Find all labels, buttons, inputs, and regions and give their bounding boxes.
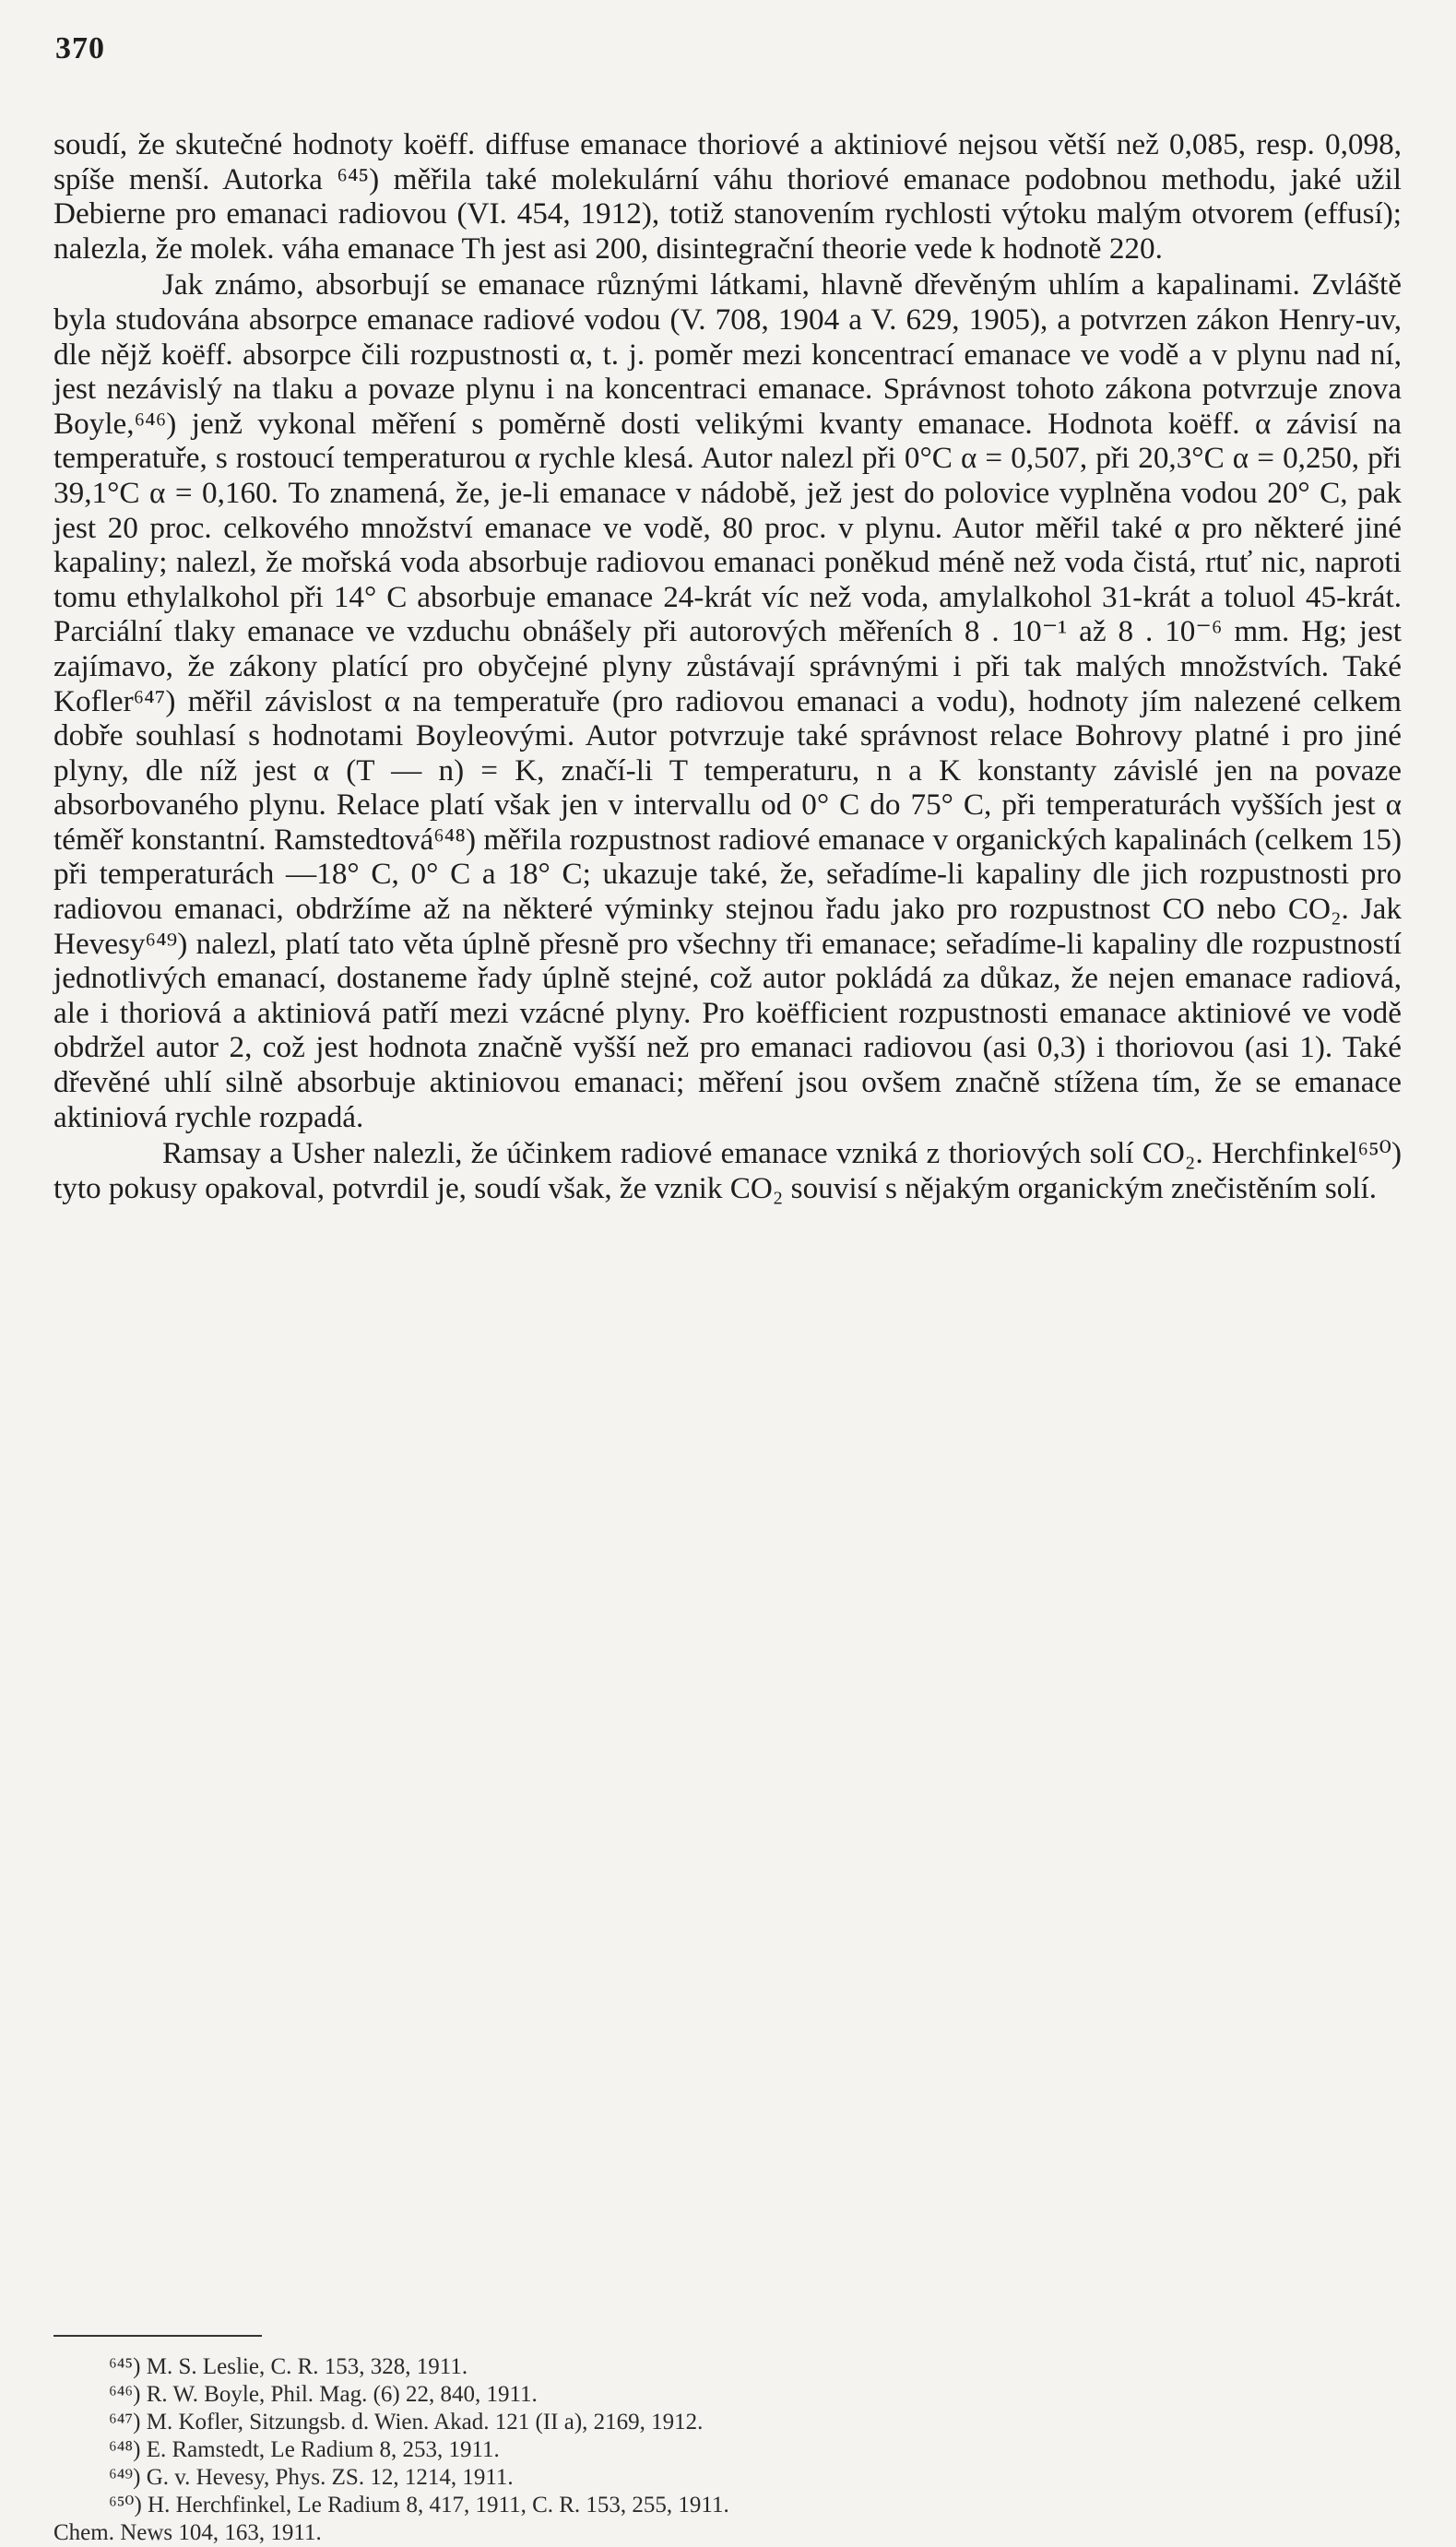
footnote-650: ⁶⁵⁰) H. Herchfinkel, Le Radium 8, 417, 1911, C. R. 153, 255, 1911. xyxy=(109,2493,729,2517)
document-page xyxy=(53,0,1402,2545)
body-text xyxy=(53,127,1402,1205)
paragraph-1: soudí, že skutečné hodnoty koëff. diffuse emanace thoriové a aktiniové nejsou větší než 0,085, resp. 0,098, spíše menší. Autorka ⁶⁴⁵) měřila také molekulární váhu thoriové emanace podobnou methodu, jaké užil Debierne pro emanaci radiovou (VI. 454, 1912), totiž stanovením rychlosti výtoku malým otvorem (effusí); nalezla, že molek. váha emanace Th jest asi 200, disintegrační theorie vede k hodnotě 220. xyxy=(53,127,1402,266)
paragraph-2: Jak známo, absorbují se emanace různými látkami, hlavně dřevěným uhlím a kapalinami. Zvláště byla studována absorpce emanace radiové vodou (V. 708, 1904 a V. 629, 1905), a potvrzen zákon Henry-uv, dle nějž koëff. absorpce čili rozpustnosti α, t. j. poměr mezi koncentrací emanace ve vodě a v plynu nad ní, jest nezávislý na tlaku a povaze plynu i na koncentraci emanace. Správnost tohoto zákona potvrzuje znova Boyle,⁶⁴⁶) jenž vykonal měření s poměrně dosti velikými kvanty emanace. Hodnota koëff. α závisí na temperatuře, s rostoucí temperaturou α rychle klesá. Autor nalezl při 0°C α = 0,507, při 20,3°C α = 0,250, při 39,1°C α = 0,160. To znamená, že, je-li emanace v nádobě, jež jest do polovice vyplněna vodou 20° C, pak jest 20 proc. celkového množství emanace ve vodě, 80 proc. v plynu. Autor měřil také α pro některé jiné kapaliny; nalezl, že mořská voda absorbuje radiovou emanaci poněkud méně než voda čistá, rtuť nic, naproti tomu ethylalkohol při 14° C absorbuje emanace 24-krát víc než voda, amylalkohol 31-krát a toluol 45-krát. Parciální tlaky emanace ve vzduchu obnášely při autorových měřeních 8 . 10⁻¹ až 8 . 10⁻⁶ mm. Hg; jest zajímavo, že zákony platící pro obyčejné plyny zůstávají správnými i při tak malých množstvích. Také Kofler⁶⁴⁷) měřil závislost α na temperatuře (pro radiovou emanaci a vodu), hodnoty jím nalezené celkem dobře souhlasí s hodnotami Boyleovými. Autor potvrzuje také správnost relace Bohrovy platné i pro jiné plyny, dle níž jest α (T — n) = K, značí-li T temperaturu, n a K konstanty závislé jen na povaze absorbovaného plynu. Relace platí však jen v intervallu od 0° C do 75° C, při temperaturách vyšších jest α téměř konstantní. Ramstedtová⁶⁴⁸) měřila rozpustnost radiové emanace v organických kapalinách (celkem 15) při temperaturách —18° C, 0° C a 18° C; ukazuje také, že, seřadíme-li kapaliny dle jich rozpustnosti pro radiovou emanaci, obdržíme až na některé výminky stejnou řadu jako pro rozpustnost CO nebo CO₂. Jak Hevesy⁶⁴⁹) nalezl, platí tato věta úplně přesně pro všechny tři emanace; seřadíme-li kapaliny dle rozpustností jednotlivých emanací, dostaneme řady úplně stejné, což autor pokládá za důkaz, že nejen emanace radiová, ale i thoriová a aktiniová patří mezi vzácné plyny. Pro koëfficient rozpustnosti emanace aktiniové ve vodě obdržel autor 2, což jest hodnota značně vyšší než pro emanaci radiovou (asi 0,3) i thoriovou (asi 1). Také dřevěné uhlí silně absorbuje aktiniovou emanaci; měření jsou ovšem značně stížena tím, že se emanace aktiniová rychle rozpadá. xyxy=(53,267,1402,1134)
footnote-645: ⁶⁴⁵) M. S. Leslie, C. R. 153, 328, 1911. xyxy=(109,2354,468,2379)
footnote-648: ⁶⁴⁸) E. Ramstedt, Le Radium 8, 253, 1911. xyxy=(109,2437,500,2462)
footnote-649: ⁶⁴⁹) G. v. Hevesy, Phys. ZS. 12, 1214, 1911. xyxy=(109,2465,514,2490)
paragraph-3: Ramsay a Usher nalezli, že účinkem radiové emanace vzniká z thoriových solí CO₂. Herchfinkel⁶⁵⁰) tyto pokusy opakoval, potvrdil je, soudí však, že vznik CO₂ souvisí s nějakým organickým znečistěním solí. xyxy=(53,1136,1402,1205)
footnote-646: ⁶⁴⁶) R. W. Boyle, Phil. Mag. (6) 22, 840, 1911. xyxy=(109,2382,538,2407)
footnotes xyxy=(53,2353,1402,2547)
footnote-647: ⁶⁴⁷) M. Kofler, Sitzungsb. d. Wien. Akad. 121 (II a), 2169, 1912. xyxy=(109,2410,704,2434)
footnote-divider xyxy=(53,2335,262,2337)
page-number: 370 xyxy=(55,31,105,65)
footnote-650-continuation: Chem. News 104, 163, 1911. xyxy=(53,2520,322,2545)
